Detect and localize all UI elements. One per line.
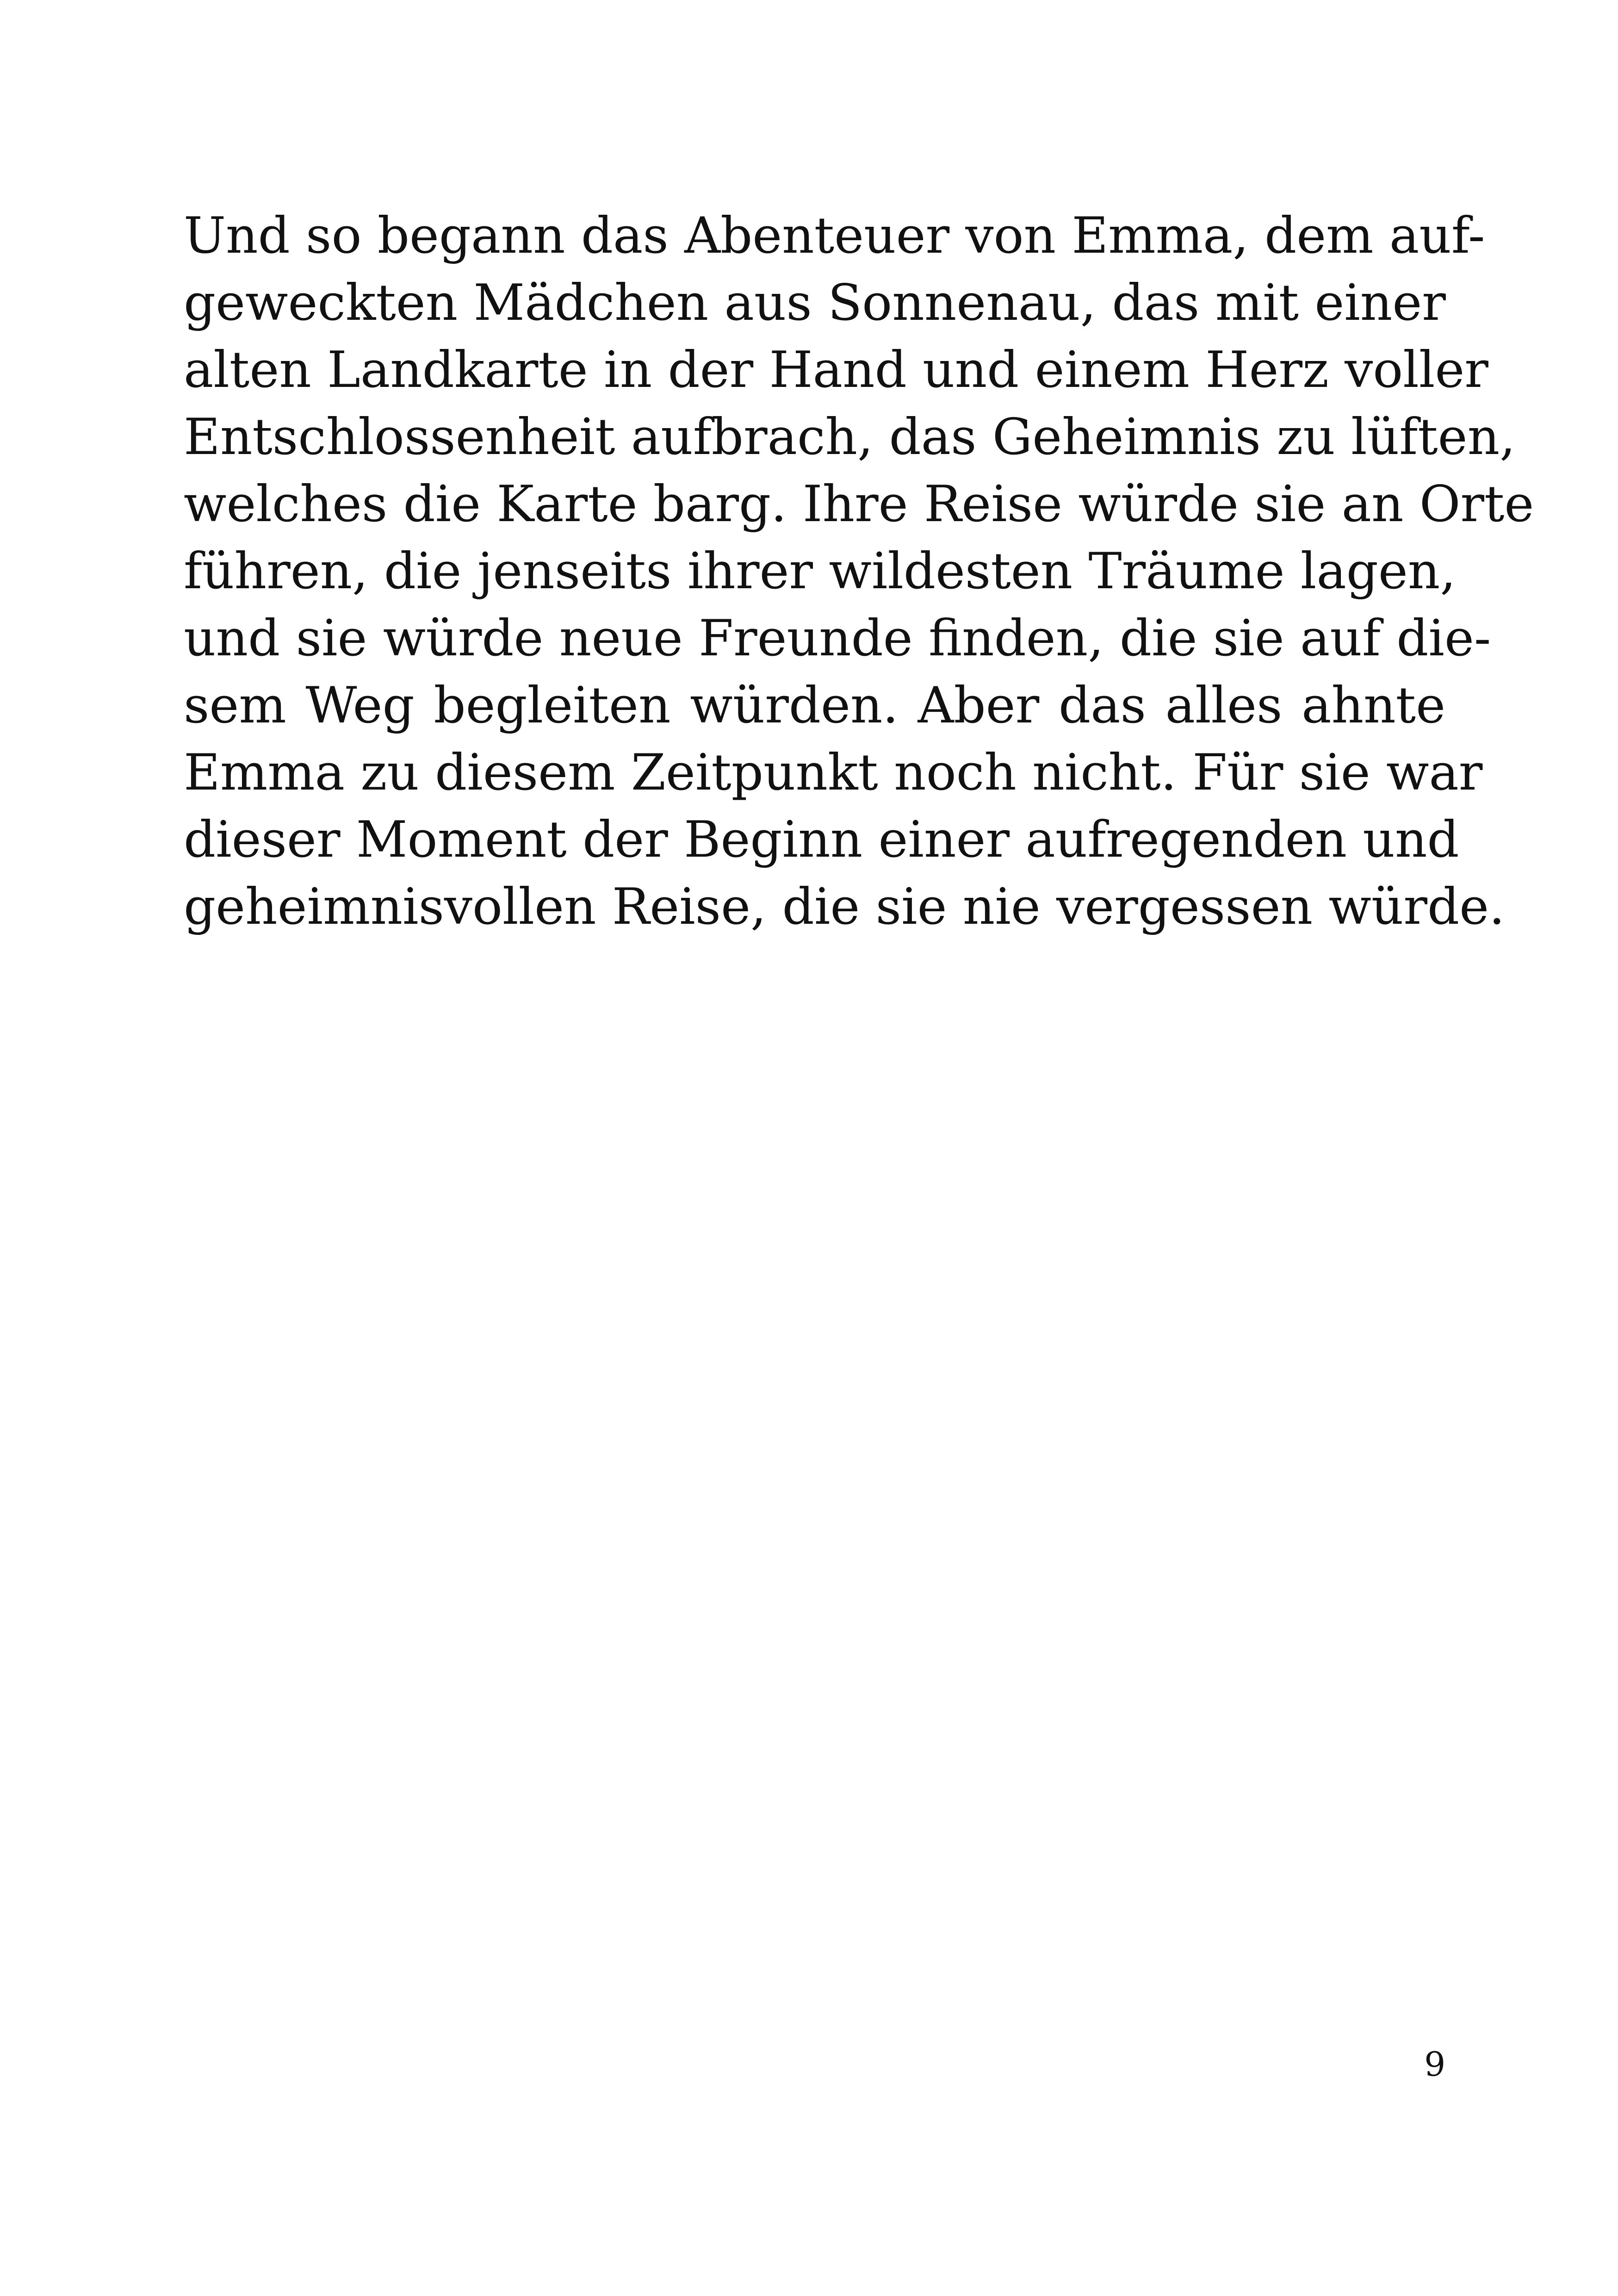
paragraph-line: Entschlossenheit aufbrach, das Geheimnis zu lüften, bbox=[184, 408, 1516, 466]
body-paragraph bbox=[184, 202, 1534, 940]
paragraph-line: sem Weg begleiten würden. Aber das alles ahnte bbox=[184, 677, 1445, 734]
page-number: 9 bbox=[1424, 2045, 1445, 2084]
paragraph-line: alten Landkarte in der Hand und einem Herz voller bbox=[184, 341, 1488, 399]
paragraph-line: und sie würde neue Freunde finden, die sie auf die- bbox=[184, 610, 1491, 667]
paragraph-line: welches die Karte barg. Ihre Reise würde sie an Orte bbox=[184, 475, 1534, 533]
paragraph-line: geweckten Mädchen aus Sonnenau, das mit einer bbox=[184, 274, 1446, 332]
paragraph-line: dieser Moment der Beginn einer aufregenden und bbox=[184, 811, 1459, 869]
paragraph-line: führen, die jenseits ihrer wildesten Träume lagen, bbox=[184, 542, 1456, 600]
paragraph-line: Emma zu diesem Zeitpunkt noch nicht. Für sie war bbox=[184, 744, 1483, 802]
paragraph-line: geheimnisvollen Reise, die sie nie vergessen würde. bbox=[184, 878, 1505, 936]
paragraph-line: Und so begann das Abenteuer von Emma, dem auf- bbox=[184, 207, 1485, 265]
